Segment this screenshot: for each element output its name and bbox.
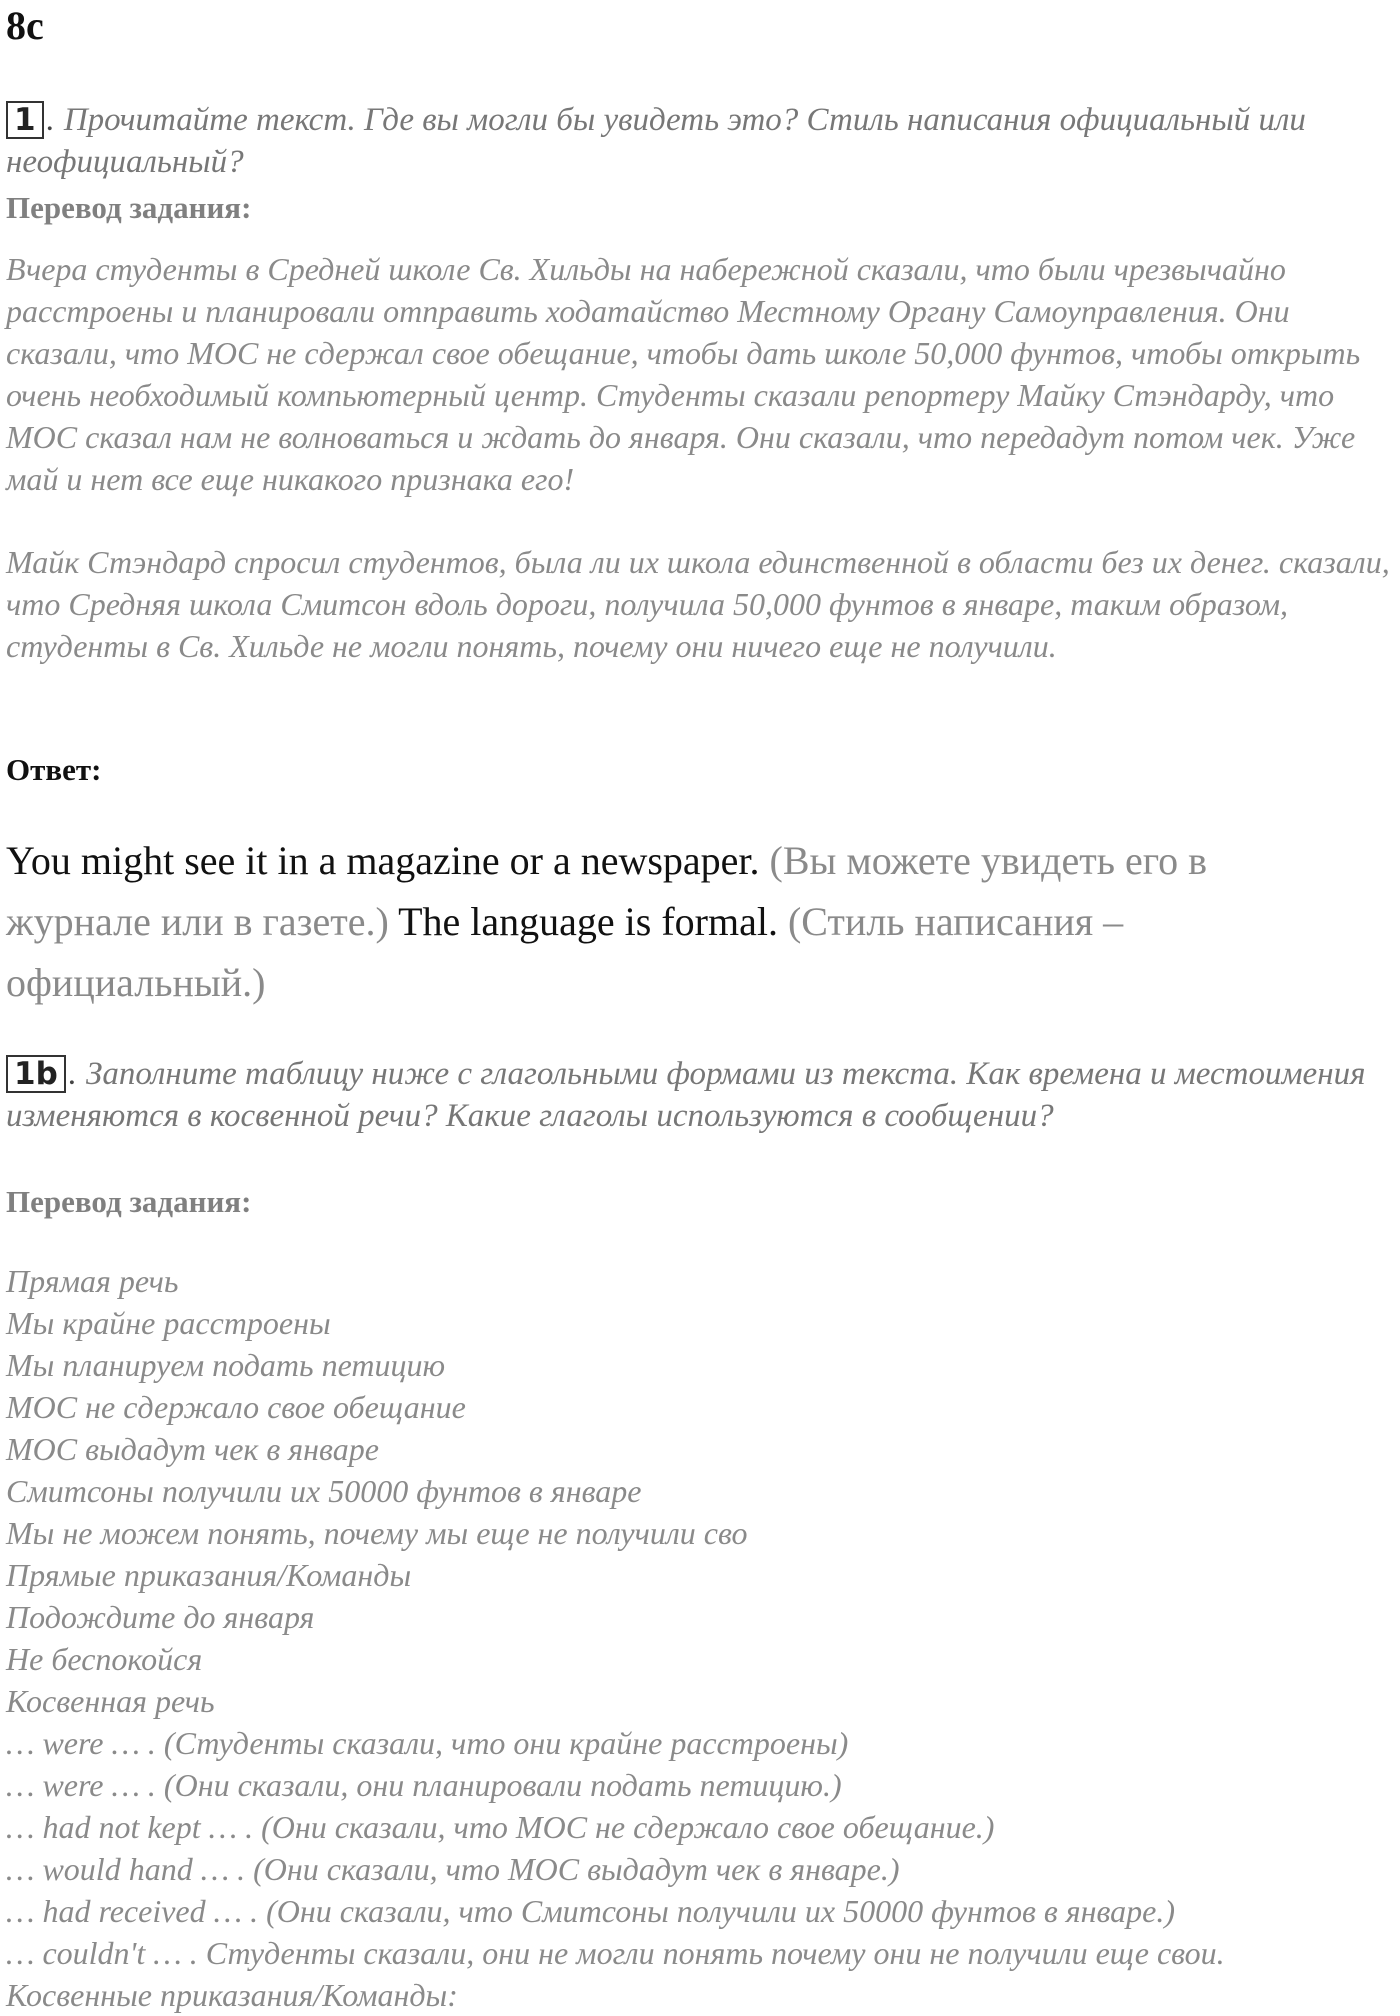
task-1-text: Прочитайте текст. Где вы могли бы увидеть это? Стиль написания официальный или неофициальный?	[6, 102, 1306, 180]
list-item: Мы планируем подать петицию	[6, 1347, 446, 1383]
task-1-translation-paragraph-1: Вчера студенты в Средней школе Св. Хильды на набережной сказали, что были чрезвычайно расстроены и планировали отправить ходатайство Местному Органу Самоуправления. Они сказали, что МОС не сдержал свое обещание, чтобы дать школе 50,000 фунтов, чтобы открыть очень необходимый компьютерный центр. Студенты сказали репортеру Майку Стэндарду, что МОС сказал нам не волноваться и ждать до января. Они сказали, что передадут потом чек. Уже май и нет все еще никакого признака его!	[6, 251, 1361, 497]
task-1b-text: Заполните таблицу ниже с глагольными формами из текста. Как времена и местоимения изменяются в косвенной речи? Какие глаголы используются в сообщении?	[6, 1056, 1366, 1134]
list-item: … had not kept … . (Они сказали, что МОС не сдержало свое обещание.)	[6, 1809, 995, 1845]
list-item: МОС не сдержало свое обещание	[6, 1389, 466, 1425]
list-item: … had received … . (Они сказали, что Смитсоны получили их 50000 фунтов в январе.)	[6, 1893, 1175, 1929]
list-item: Мы крайне расстроены	[6, 1305, 331, 1341]
list-item: Смитсоны получили их 50000 фунтов в январе	[6, 1473, 642, 1509]
task-1-translation-paragraph-2: Майк Стэндард спросил студентов, была ли их школа единственной в области без их денег. сказали, что Средняя школа Смитсон вдоль дороги, получила 50,000 фунтов в январе, таким образом, студенты в Св. Хильде не могли понять, почему они ничего еще не получили.	[6, 544, 1390, 664]
list-item: Косвенная речь	[6, 1683, 215, 1719]
list-item: … were … . (Они сказали, они планировали подать петицию.)	[6, 1767, 842, 1803]
list-item: … were … . (Студенты сказали, что они крайне расстроены)	[6, 1725, 849, 1761]
task-1b-verb-forms-list	[6, 1260, 1400, 2016]
list-item: Прямая речь	[6, 1263, 179, 1299]
task-1-answer-label: Ответ:	[6, 752, 102, 787]
task-1-instruction	[6, 99, 1391, 183]
task-1-translation-label: Перевод задания:	[6, 190, 252, 225]
list-item: МОС выдадут чек в январе	[6, 1431, 379, 1467]
task-1b-translation-label: Перевод задания:	[6, 1184, 252, 1219]
answer-russian-2: (Стиль написания – официальный.)	[6, 899, 1124, 1005]
answer-russian-1: (Вы можете увидеть его в журнале или в газете.)	[6, 838, 1208, 944]
answer-english-2: The language is formal.	[398, 899, 778, 944]
task-1b-number-dot: .	[67, 1056, 77, 1092]
list-item: Не беспокойся	[6, 1641, 203, 1677]
task-1-number-badge: 1	[6, 101, 44, 139]
list-item: Косвенные приказания/Команды:	[6, 1977, 458, 2013]
section-title: 8c	[6, 3, 44, 48]
answer-english-1: You might see it in a magazine or a newspaper.	[6, 838, 760, 883]
task-1b-number-badge: 1b	[6, 1055, 66, 1093]
list-item: Мы не можем понять, почему мы еще не получили сво	[6, 1515, 748, 1551]
task-1-answer	[6, 830, 1346, 1013]
list-item: Подождите до января	[6, 1599, 315, 1635]
task-1-number-dot: .	[45, 102, 54, 138]
task-1b-instruction	[6, 1053, 1391, 1137]
list-item: Прямые приказания/Команды	[6, 1557, 412, 1593]
list-item: … would hand … . (Они сказали, что МОС выдадут чек в январе.)	[6, 1851, 900, 1887]
list-item: … couldn't … . Студенты сказали, они не могли понять почему они не получили еще свои.	[6, 1935, 1225, 1971]
